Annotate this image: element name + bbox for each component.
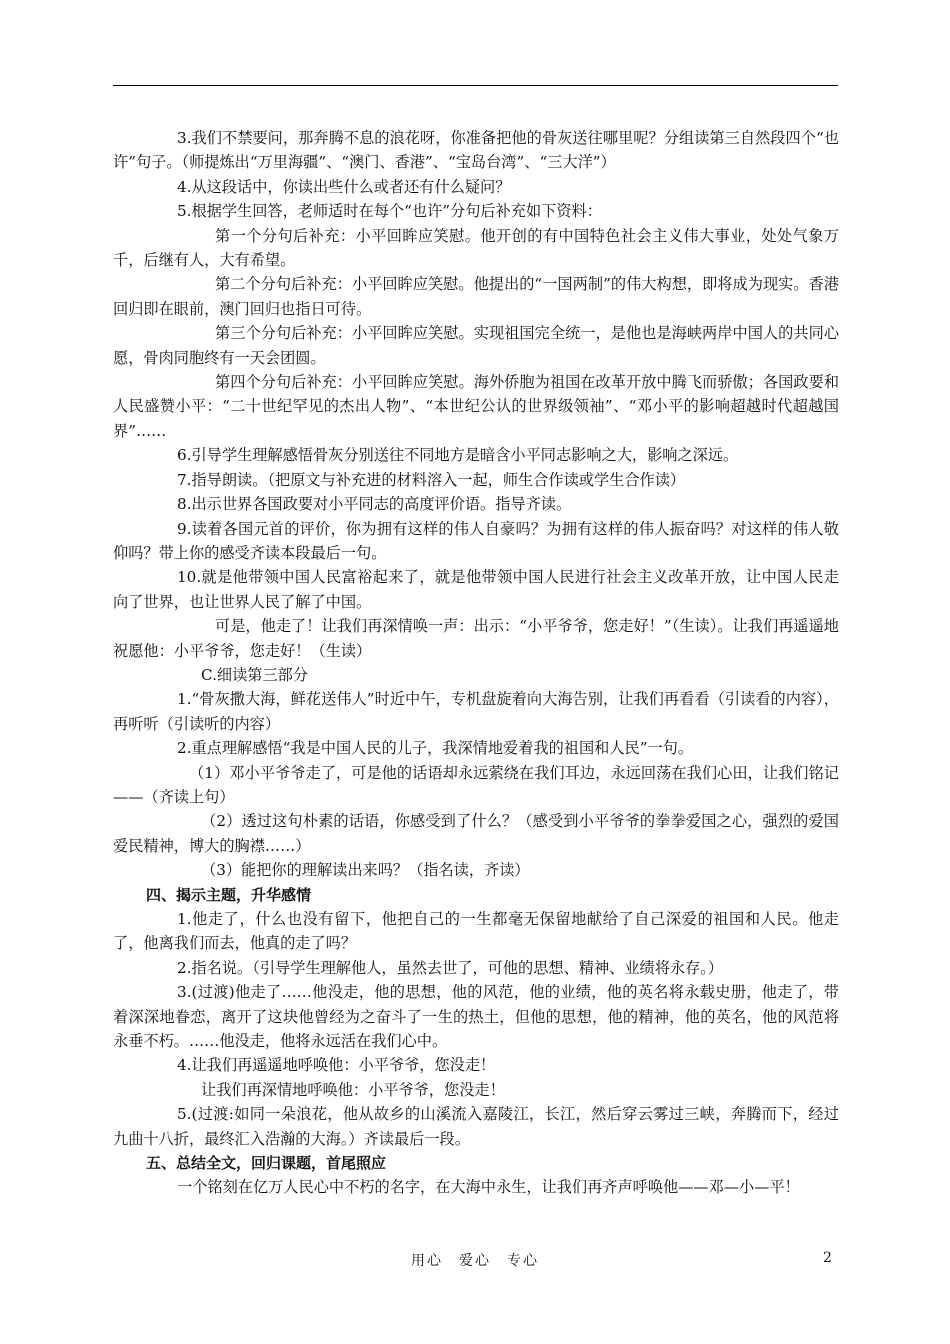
page-number: 2 — [823, 1250, 832, 1266]
section-heading: 四、揭示主题，升华感情 — [146, 885, 312, 904]
paragraph: 1.“骨灰撒大海，鲜花送伟人”时近中午，专机盘旋着向大海告别，让我们再看看（引读看的内容），再听听（引读听的内容） — [113, 690, 839, 733]
section-heading: 五、总结全文，回归课题，首尾照应 — [146, 1154, 387, 1173]
paragraph: 让我们再深情地呼唤他：小平爷爷，您没走！ — [201, 1080, 505, 1099]
paragraph: 6.引导学生理解感悟骨灰分别送往不同地方是暗含小平同志影响之大，影响之深远。 — [177, 446, 739, 465]
header-rule — [113, 85, 838, 86]
paragraph: （1）邓小平爷爷走了，可是他的话语却永远萦绕在我们耳边，永远回荡在我们心田，让我们铭记——（齐读上句） — [113, 763, 839, 806]
paragraph: 第三个分句后补充：小平回眸应笑慰。实现祖国完全统一，是他也是海峡两岸中国人的共同心愿，骨肉同胞终有一天会团圆。 — [113, 324, 839, 367]
paragraph: （3）能把你的理解读出来吗？（指名读，齐读） — [201, 861, 530, 880]
paragraph: 4.让我们再遥遥地呼唤他：小平爷爷，您没走！ — [177, 1056, 496, 1075]
paragraph: C.细读第三部分 — [201, 665, 309, 684]
paragraph: 7.指导朗读。（把原文与补充进的材料溶入一起，师生合作读或学生合作读） — [177, 470, 686, 489]
paragraph: 可是，他走了！让我们再深情唤一声：出示：“小平爷爷，您走好！”（生读）。让我们再遥遥地祝愿他：小平爷爷，您走好！（生读） — [113, 617, 839, 660]
footer-motto: 用心 爱心 专心 — [411, 1253, 539, 1269]
paragraph: 9.读着各国元首的评价，你为拥有这样的伟人自豪吗？为拥有这样的伟人振奋吗？对这样的伟人敬仰吗？带上你的感受齐读本段最后一句。 — [113, 519, 839, 562]
paragraph: 第一个分句后补充：小平回眸应笑慰。他开创的有中国特色社会主义伟大事业，处处气象万千，后继有人，大有希望。 — [113, 226, 839, 270]
document-body — [113, 126, 839, 1200]
paragraph: （2）透过这句朴素的话语，你感受到了什么？（感受到小平爷爷的拳拳爱国之心，强烈的爱国爱民精神，博大的胸襟……） — [113, 812, 839, 855]
paragraph: 4.从这段话中，你读出些什么或者还有什么疑问？ — [177, 177, 511, 196]
paragraph: 10.就是他带领中国人民富裕起来了，就是他带领中国人民进行社会主义改革开放，让中国人民走向了世界，也让世界人民了解了中国。 — [113, 568, 839, 611]
paragraph: 8.出示世界各国政要对小平同志的高度评价语。指导齐读。 — [177, 495, 572, 514]
paragraph: 5.根据学生回答，老师适时在每个“也许”分句后补充如下资料： — [177, 202, 602, 221]
paragraph: 一个铭刻在亿万人民心中不朽的名字，在大海中永生，让我们再齐声呼唤他——邓—小—平！ — [177, 1178, 800, 1197]
paragraph: 第二个分句后补充：小平回眸应笑慰。他提出的“一国两制”的伟大构想，即将成为现实。香港回归即在眼前，澳门回归也指日可待。 — [113, 275, 839, 318]
paragraph: 5.(过渡:如同一朵浪花，他从故乡的山溪流入嘉陵江，长江，然后穿云雾过三峡，奔腾而下，经过九曲十八折，最终汇入浩瀚的大海。）齐读最后一段。 — [113, 1105, 839, 1148]
paragraph: 2.指名说。（引导学生理解他人，虽然去世了，可他的思想、精神、业绩将永存。） — [177, 958, 724, 977]
paragraph: 3.(过渡)他走了……他没走，他的思想，他的风范，他的业绩，他的英名将永载史册，他走了，带着深深地眷恋，离开了这块他曾经为之奋斗了一生的热土，但他的思想，他的精神，他的英名，他的风范将永垂不朽。……他没走，他将永远活在我们心中。 — [113, 983, 839, 1051]
paragraph: 3.我们不禁要问，那奔腾不息的浪花呀，你准备把他的骨灰送往哪里呢？分组读第三自然段四个“也许”句子。（师提炼出“万里海疆”、“澳门、香港”、“宝岛台湾”、“三大洋”） — [113, 129, 839, 172]
paragraph: 2.重点理解感悟“我是中国人民的儿子，我深情地爱着我的祖国和人民”一句。 — [177, 739, 694, 758]
paragraph: 1.他走了，什么也没有留下，他把自己的一生都毫无保留地献给了自己深爱的祖国和人民。他走了，他离我们而去，他真的走了吗？ — [113, 910, 839, 953]
paragraph: 第四个分句后补充：小平回眸应笑慰。海外侨胞为祖国在改革开放中腾飞而骄傲；各国政要和人民盛赞小平：“二十世纪罕见的杰出人物”、“本世纪公认的世界级领袖”、“邓小平的影响超越时代超越国界”…… — [113, 373, 839, 440]
